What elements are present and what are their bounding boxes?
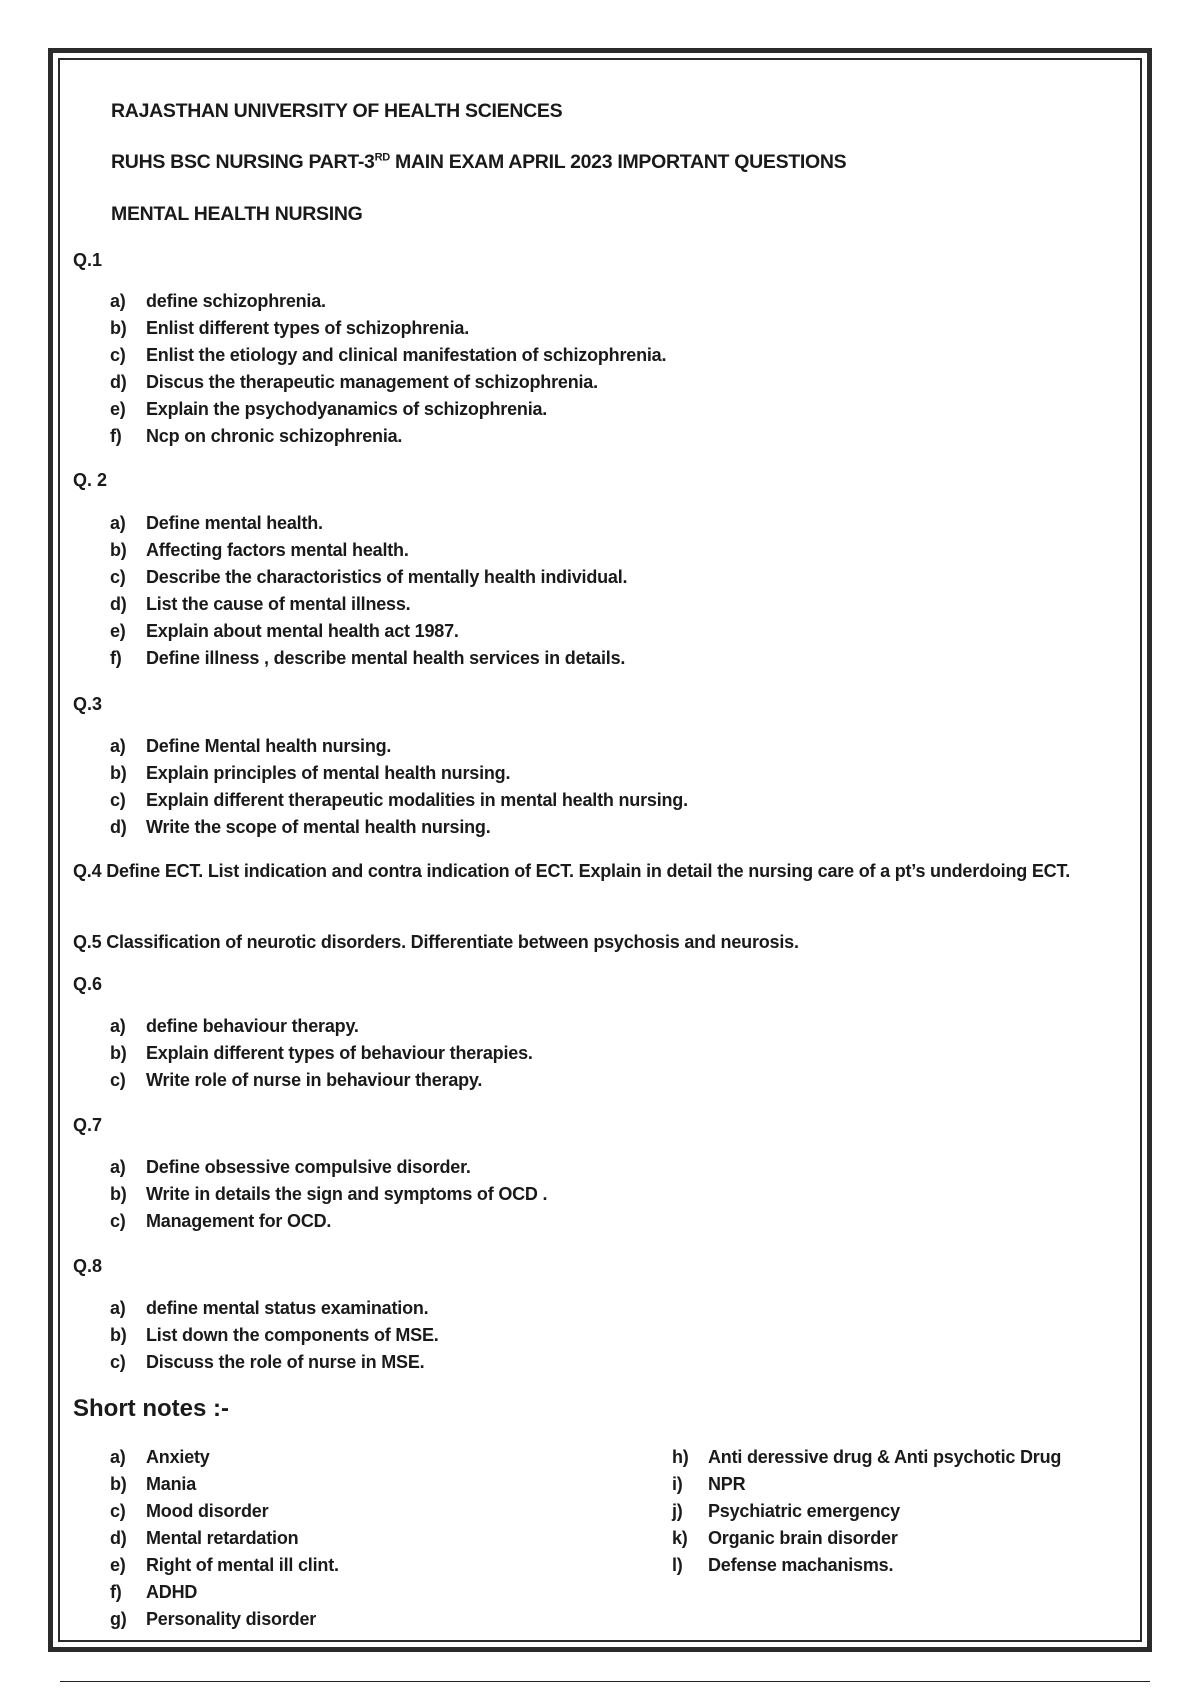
q3-item	[110, 763, 510, 784]
q2-item-text: Define mental health.	[146, 513, 323, 533]
short-note-left	[110, 1609, 316, 1630]
q2-item	[110, 540, 409, 561]
q3-item	[110, 817, 491, 838]
q2-item-marker: b)	[110, 540, 127, 560]
q8-item	[110, 1352, 424, 1373]
short-note-text: NPR	[708, 1474, 746, 1494]
exam-title-sup: RD	[374, 151, 390, 164]
short-note-marker: f)	[110, 1582, 122, 1602]
short-note-left	[110, 1582, 197, 1603]
q2-item	[110, 648, 625, 669]
question-5: Q.5 Classification of neurotic disorders. Differentiate between psychosis and neurosis.	[73, 932, 799, 952]
q7-item-marker: c)	[110, 1211, 126, 1231]
q1-item-marker: f)	[110, 426, 122, 446]
q8-item	[110, 1298, 428, 1319]
short-note-right	[672, 1528, 898, 1549]
exam-title-post: MAIN EXAM APRIL 2023 IMPORTANT QUESTIONS	[389, 151, 847, 173]
q1-item-text: Discus the therapeutic management of schizophrenia.	[146, 372, 598, 392]
short-note-marker: a)	[110, 1447, 126, 1467]
question-label-3: Q.3	[73, 694, 103, 714]
subject-title: MENTAL HEALTH NURSING	[111, 203, 363, 225]
short-notes-title: Short notes :-	[73, 1395, 229, 1422]
exam-title-pre: RUHS BSC NURSING PART-3	[111, 151, 375, 173]
q1-item	[110, 399, 547, 420]
q6-item	[110, 1070, 482, 1091]
short-note-marker: g)	[110, 1609, 127, 1629]
short-note-left	[110, 1447, 210, 1468]
q1-item-marker: e)	[110, 399, 126, 419]
q7-item	[110, 1211, 331, 1232]
q7-item-marker: b)	[110, 1184, 127, 1204]
university-title: RAJASTHAN UNIVERSITY OF HEALTH SCIENCES	[111, 100, 563, 122]
short-note-marker: b)	[110, 1474, 127, 1494]
q1-item	[110, 372, 598, 393]
q7-item	[110, 1184, 547, 1205]
q1-item-text: Ncp on chronic schizophrenia.	[146, 426, 403, 446]
short-note-text: Anxiety	[146, 1447, 210, 1467]
q6-item	[110, 1016, 359, 1037]
question-label-8: Q.8	[73, 1256, 103, 1276]
short-note-marker: j)	[672, 1501, 683, 1521]
short-note-left	[110, 1555, 339, 1576]
q1-item-marker: d)	[110, 372, 127, 392]
q8-item-marker: c)	[110, 1352, 126, 1372]
q8-item-text: List down the components of MSE.	[146, 1325, 439, 1345]
q2-item	[110, 567, 627, 588]
short-note-left	[110, 1501, 268, 1522]
q3-item-text: Explain different therapeutic modalities in mental health nursing.	[146, 790, 688, 810]
q7-item-marker: a)	[110, 1157, 126, 1177]
q2-item-text: Define illness , describe mental health services in details.	[146, 648, 626, 668]
short-note-text: Mood disorder	[146, 1501, 269, 1521]
q2-item-marker: c)	[110, 567, 126, 587]
q3-item-text: Write the scope of mental health nursing.	[146, 817, 491, 837]
short-note-text: Personality disorder	[146, 1609, 317, 1629]
short-note-right	[672, 1501, 900, 1522]
q6-item-text: define behaviour therapy.	[146, 1016, 359, 1036]
q1-item-marker: b)	[110, 318, 127, 338]
short-note-text: ADHD	[146, 1582, 198, 1602]
q2-item	[110, 594, 410, 615]
q6-item-text: Write role of nurse in behaviour therapy.	[146, 1070, 483, 1090]
short-note-right	[672, 1474, 745, 1495]
short-note-text: Anti deressive drug & Anti psychotic Drug	[708, 1447, 1062, 1467]
q1-item-text: Enlist the etiology and clinical manifestation of schizophrenia.	[146, 345, 667, 365]
q3-item-marker: b)	[110, 763, 127, 783]
short-note-text: Mental retardation	[146, 1528, 299, 1548]
q1-item-text: Enlist different types of schizophrenia.	[146, 318, 470, 338]
q6-item-marker: b)	[110, 1043, 127, 1063]
q6-item-marker: a)	[110, 1016, 126, 1036]
short-note-marker: i)	[672, 1474, 683, 1494]
short-note-left	[110, 1474, 196, 1495]
short-note-right	[672, 1555, 893, 1576]
short-note-marker: e)	[110, 1555, 126, 1575]
q2-item-marker: e)	[110, 621, 126, 641]
exam-title	[111, 151, 846, 174]
q2-item-text: Affecting factors mental health.	[146, 540, 409, 560]
bottom-rule	[60, 1681, 1150, 1682]
q6-item-text: Explain different types of behaviour therapies.	[146, 1043, 533, 1063]
q2-item	[110, 513, 323, 534]
q3-item-marker: d)	[110, 817, 127, 837]
short-note-left	[110, 1528, 298, 1549]
q2-item-text: Describe the charactoristics of mentally health individual.	[146, 567, 628, 587]
question-label-1: Q.1	[73, 250, 103, 270]
q8-item-text: Discuss the role of nurse in MSE.	[146, 1352, 425, 1372]
q8-item-marker: a)	[110, 1298, 126, 1318]
q3-item-text: Define Mental health nursing.	[146, 736, 392, 756]
q1-item-text: define schizophrenia.	[146, 291, 326, 311]
q3-item-marker: c)	[110, 790, 126, 810]
short-note-text: Defense machanisms.	[708, 1555, 894, 1575]
question-label-2: Q. 2	[73, 470, 108, 490]
q7-item-text: Define obsessive compulsive disorder.	[146, 1157, 471, 1177]
q7-item-text: Management for OCD.	[146, 1211, 332, 1231]
q8-item-text: define mental status examination.	[146, 1298, 429, 1318]
short-note-text: Organic brain disorder	[708, 1528, 898, 1548]
short-note-text: Psychiatric emergency	[708, 1501, 900, 1521]
q1-item-text: Explain the psychodyanamics of schizophrenia.	[146, 399, 548, 419]
q2-item-marker: d)	[110, 594, 127, 614]
short-note-text: Right of mental ill clint.	[146, 1555, 339, 1575]
q6-item	[110, 1043, 533, 1064]
question-label-7: Q.7	[73, 1115, 103, 1135]
short-note-marker: c)	[110, 1501, 126, 1521]
q2-item-text: Explain about mental health act 1987.	[146, 621, 459, 641]
short-note-marker: l)	[672, 1555, 683, 1575]
q1-item	[110, 345, 666, 366]
short-note-right	[672, 1447, 1061, 1468]
q1-item	[110, 426, 402, 447]
q1-item-marker: a)	[110, 291, 126, 311]
question-4: Q.4 Define ECT. List indication and contra indication of ECT. Explain in detail the nursing care of a pt’s underdoing ECT.	[73, 861, 1071, 881]
short-note-text: Mania	[146, 1474, 197, 1494]
q2-item-marker: a)	[110, 513, 126, 533]
short-note-marker: h)	[672, 1447, 689, 1467]
short-note-marker: d)	[110, 1528, 127, 1548]
q3-item-text: Explain principles of mental health nursing.	[146, 763, 511, 783]
q3-item-marker: a)	[110, 736, 126, 756]
q6-item-marker: c)	[110, 1070, 126, 1090]
q3-item	[110, 736, 391, 757]
q2-item-text: List the cause of mental illness.	[146, 594, 411, 614]
short-note-marker: k)	[672, 1528, 688, 1548]
q3-item	[110, 790, 688, 811]
q2-item	[110, 621, 459, 642]
question-label-6: Q.6	[73, 974, 103, 994]
q2-item-marker: f)	[110, 648, 122, 668]
q1-item	[110, 291, 326, 312]
q8-item	[110, 1325, 439, 1346]
q8-item-marker: b)	[110, 1325, 127, 1345]
q7-item-text: Write in details the sign and symptoms of OCD .	[146, 1184, 548, 1204]
q1-item	[110, 318, 469, 339]
q1-item-marker: c)	[110, 345, 126, 365]
q7-item	[110, 1157, 471, 1178]
